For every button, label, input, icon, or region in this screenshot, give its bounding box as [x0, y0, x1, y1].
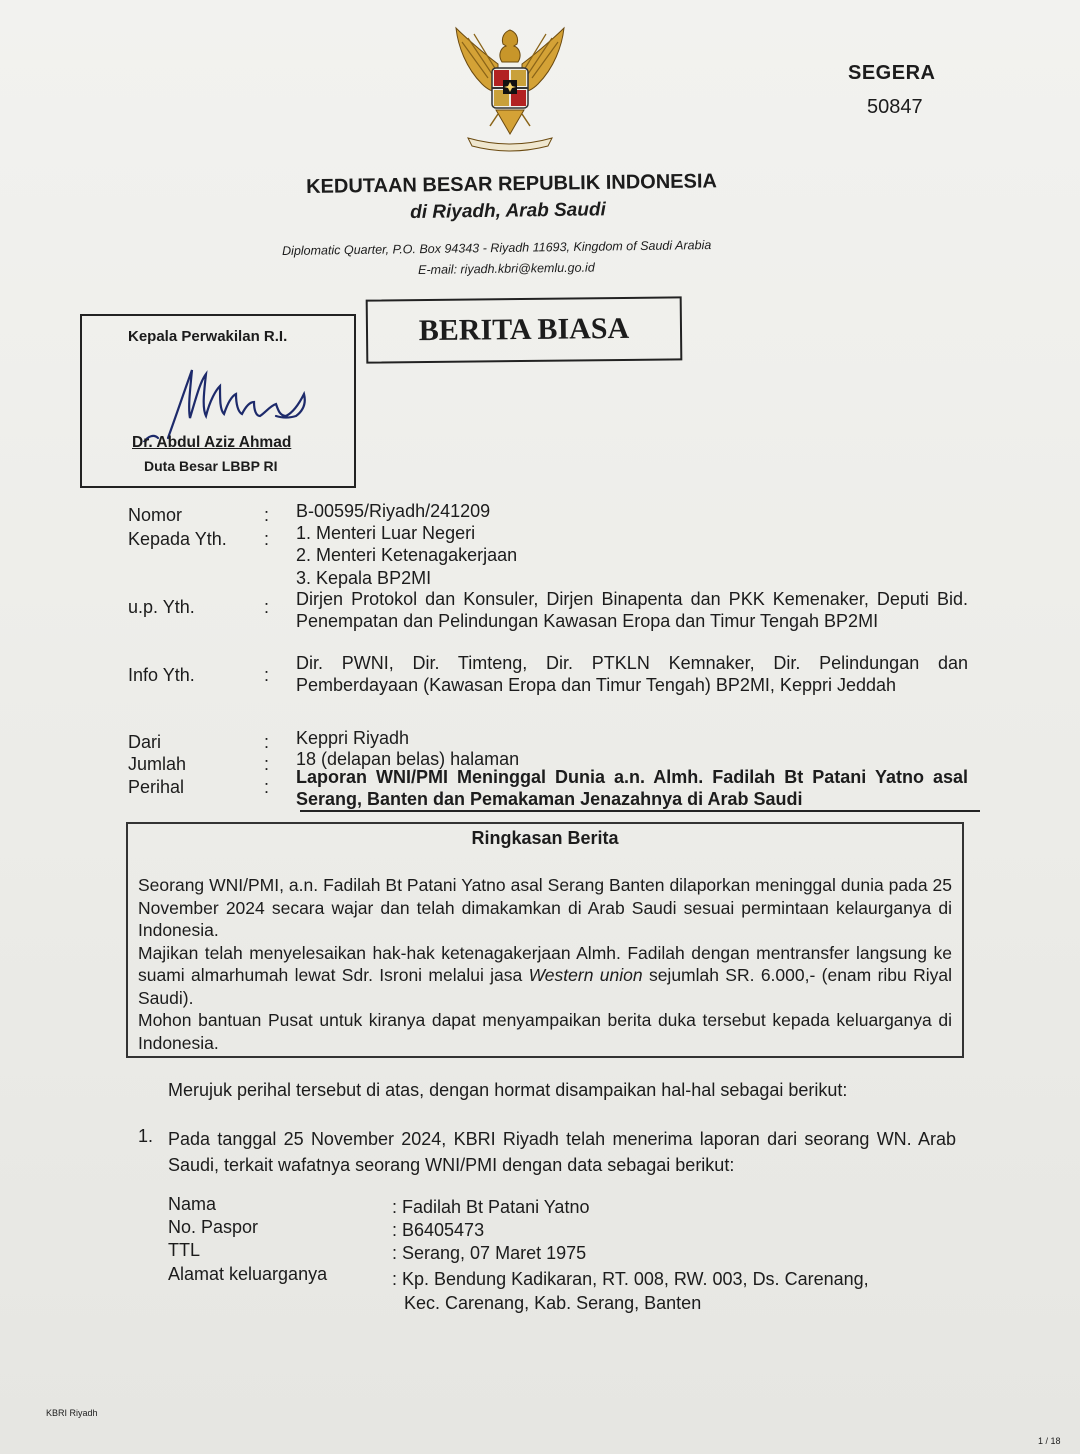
detail-value-alamat: : Kp. Bendung Kadikaran, RT. 008, RW. 003, Ds. Carenang,: [392, 1269, 869, 1289]
detail-label-paspor: No. Paspor: [168, 1217, 259, 1237]
kepada-colon: :: [264, 529, 270, 549]
info-colon: :: [264, 665, 270, 685]
summary-paragraph-3: Mohon bantuan Pusat untuk kiranya dapat menyampaikan berita duka tersebut kepada keluarganya di Indonesia.: [138, 1010, 952, 1053]
jumlah-label: Jumlah: [128, 754, 187, 774]
urgency-number: 50847: [867, 96, 923, 118]
up-label: u.p. Yth.: [128, 597, 195, 617]
detail-value-ttl: : Serang, 07 Maret 1975: [392, 1243, 587, 1263]
kepada-item-2: 2. Menteri Ketenagakerjaan: [296, 545, 518, 565]
up-value: Dirjen Protokol dan Konsuler, Dirjen Binapenta dan PKK Kemenaker, Deputi Bid. Penempatan dan Pelindungan Kawasan Eropa dan Timur Tengah BP2MI: [296, 589, 968, 631]
detail-value-paspor: : B6405473: [392, 1220, 485, 1240]
institution-address: Diplomatic Quarter, P.O. Box 94343 - Riyadh 11693, Kingdom of Saudi Arabia: [282, 238, 712, 258]
intro-sentence: Merujuk perihal tersebut di atas, dengan hormat disampaikan hal-hal sebagai berikut:: [168, 1080, 848, 1100]
kepada-item-1: 1. Menteri Luar Negeri: [296, 523, 476, 543]
summary-p2-western-union: Western union: [528, 965, 643, 985]
urgency-label: SEGERA: [848, 62, 936, 84]
perihal-colon: :: [264, 777, 270, 797]
handwritten-signature: [140, 356, 330, 442]
dari-value: Keppri Riyadh: [296, 728, 410, 748]
institution-city: di Riyadh, Arab Saudi: [410, 199, 606, 223]
summary-paragraph-1: Seorang WNI/PMI, a.n. Fadilah Bt Patani Yatno asal Serang Banten dilaporkan meninggal dunia pada 25 November 2024 secara wajar dan telah dimakamkan di Arab Saudi sesuai permintaan kelaurganya di Indonesia.: [138, 875, 952, 940]
nomor-label: Nomor: [128, 505, 183, 525]
signatory-name: Dr. Abdul Aziz Ahmad: [132, 434, 292, 451]
institution-email: E-mail: riyadh.kbri@kemlu.go.id: [418, 260, 595, 277]
kepada-item-3: 3. Kepala BP2MI: [296, 568, 432, 588]
up-colon: :: [264, 597, 270, 617]
perihal-divider: [300, 810, 980, 812]
detail-label-alamat: Alamat keluarganya: [168, 1264, 328, 1284]
summary-p2-text-a: Majikan telah menyelesaikan hak-hak ketenagakerjaan Almh. Fadilah dengan mentransfer langsung ke suami almarhumah lewat Sdr. Isroni melalui jasa: [138, 942, 952, 985]
dari-colon: :: [264, 732, 270, 752]
perihal-label: Perihal: [128, 777, 185, 797]
info-value: Dir. PWNI, Dir. Timteng, Dir. PTKLN Kemnaker, Dir. Pelindungan dan Pemberdayaan (Kawasan Eropa dan Timur Tengah) BP2MI, Keppri Jeddah: [296, 653, 968, 695]
detail-label-ttl: TTL: [168, 1240, 201, 1260]
summary-body: [138, 874, 952, 1054]
perihal-value: Laporan WNI/PMI Meninggal Dunia a.n. Almh. Fadilah Bt Patani Yatno asal Serang, Banten dan Pemakaman Jenazahnya di Arab Saudi: [296, 767, 968, 809]
nomor-colon: :: [264, 505, 270, 525]
jumlah-colon: :: [264, 754, 270, 774]
item-1-number: 1.: [138, 1126, 154, 1146]
dari-label: Dari: [128, 732, 162, 752]
kepada-label: Kepada Yth.: [128, 529, 227, 549]
signatory-label: Kepala Perwakilan R.I.: [128, 328, 288, 345]
document-type-box: BERITA BIASA: [366, 296, 683, 363]
nomor-value: B-00595/Riyadh/241209: [296, 501, 491, 521]
summary-heading: Ringkasan Berita: [471, 828, 619, 848]
institution-title: KEDUTAAN BESAR REPUBLIK INDONESIA: [306, 170, 718, 198]
item-1-text: Pada tanggal 25 November 2024, KBRI Riyadh telah menerima laporan dari seorang WN. Arab Saudi, terkait wafatnya seorang WNI/PMI dengan data sebagai berikut:: [168, 1129, 956, 1175]
summary-box: [126, 822, 964, 1058]
detail-value-nama: : Fadilah Bt Patani Yatno: [392, 1197, 590, 1217]
detail-label-nama: Nama: [168, 1194, 217, 1214]
signatory-role: Duta Besar LBBP RI: [144, 458, 278, 474]
info-label: Info Yth.: [128, 665, 195, 685]
jumlah-value: 18 (delapan belas) halaman: [296, 749, 520, 769]
summary-p2-text-b: sejumlah SR. 6.000,- (enam ribu Riyal Saudi).: [138, 965, 952, 1008]
summary-paragraph-2: [138, 942, 952, 1010]
footer-origin: KBRI Riyadh: [46, 1408, 98, 1418]
footer-page-number: 1 / 18: [1038, 1436, 1061, 1446]
signature-box: [80, 314, 356, 488]
detail-value-alamat-line-2: Kec. Carenang, Kab. Serang, Banten: [404, 1293, 702, 1313]
garuda-emblem-icon: [448, 22, 572, 154]
